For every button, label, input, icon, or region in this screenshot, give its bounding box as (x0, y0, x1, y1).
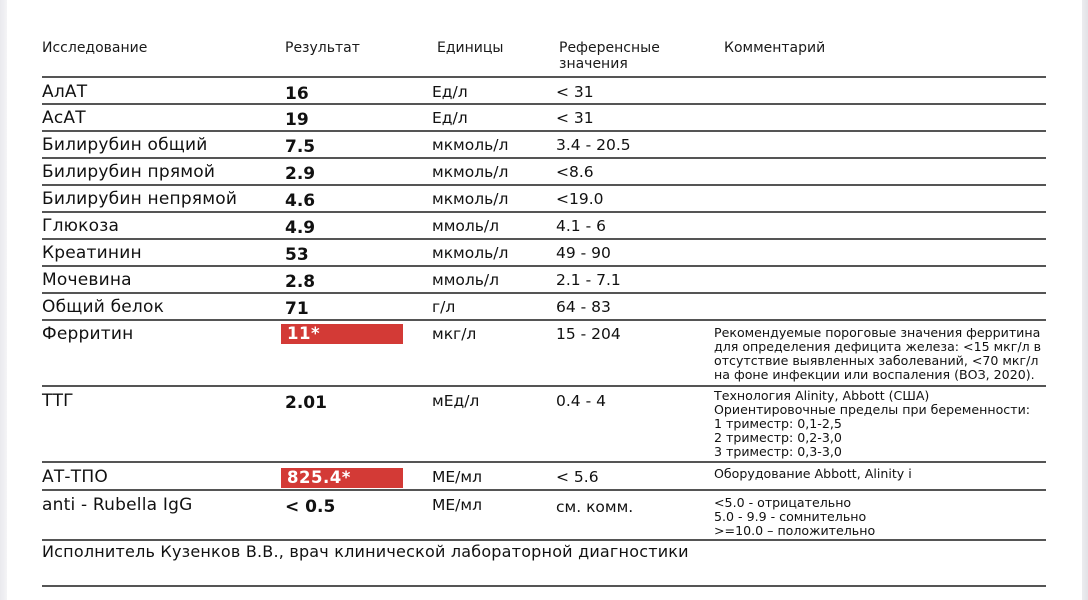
comment (714, 326, 1044, 382)
study-name: Глюкоза (42, 216, 120, 236)
result-value-flagged (285, 467, 403, 489)
result-value: 19 (285, 110, 309, 130)
comment (714, 496, 1044, 538)
reference-range: <8.6 (556, 163, 594, 181)
result-value: < 0.5 (285, 497, 336, 517)
comment (714, 389, 1044, 459)
result-value: 4.9 (285, 218, 316, 238)
divider (42, 211, 1046, 213)
comment (714, 467, 1044, 481)
lab-results-document (42, 0, 1046, 600)
units: ммоль/л (432, 217, 500, 235)
units: мкмоль/л (432, 244, 509, 262)
units: Ед/л (432, 83, 468, 101)
study-name: ТТГ (42, 391, 74, 411)
divider (42, 292, 1046, 294)
header-units: Единицы (437, 40, 504, 56)
header-reference (559, 40, 660, 72)
header-reference-line1: Референсные (559, 40, 660, 56)
divider (42, 385, 1046, 387)
comment-line: Оборудование Abbott, Alinity i (714, 466, 912, 481)
study-name: АсАТ (42, 108, 86, 128)
page-edge-left (0, 0, 7, 600)
divider (42, 76, 1046, 78)
study-name: Общий белок (42, 297, 165, 317)
result-value: 7.5 (285, 137, 316, 157)
divider (42, 184, 1046, 186)
comment-line: >=10.0 – положительно (714, 523, 876, 538)
reference-range: см. комм. (556, 498, 634, 516)
reference-range: 15 - 204 (556, 325, 621, 343)
units: г/л (432, 298, 456, 316)
header-result: Результат (285, 40, 360, 56)
units: мкг/л (432, 325, 477, 343)
study-name: Мочевина (42, 270, 132, 290)
study-name: Креатинин (42, 243, 142, 263)
reference-range: 3.4 - 20.5 (556, 136, 631, 154)
reference-range: 2.1 - 7.1 (556, 271, 621, 289)
units: мкмоль/л (432, 136, 509, 154)
divider (42, 103, 1046, 105)
comment-line: 2 триместр: 0,2-3,0 (714, 430, 842, 445)
divider (42, 130, 1046, 132)
divider (42, 461, 1046, 463)
study-name: Ферритин (42, 324, 134, 344)
comment-line: на фоне инфекции или воспаления (ВОЗ, 2020). (714, 367, 1035, 382)
performer-signature: Исполнитель Кузенков В.В., врач клинической лабораторной диагностики (42, 542, 689, 561)
result-value: 2.8 (285, 272, 316, 292)
units: мкмоль/л (432, 190, 509, 208)
units: МЕ/мл (432, 496, 482, 514)
units: Ед/л (432, 109, 468, 127)
study-name: Билирубин общий (42, 135, 208, 155)
result-value-flagged (285, 323, 403, 345)
reference-range: 64 - 83 (556, 298, 611, 316)
reference-range: 4.1 - 6 (556, 217, 606, 235)
abnormal-result-badge: 825.4* (281, 468, 403, 488)
units: мЕд/л (432, 392, 480, 410)
reference-range: < 5.6 (556, 468, 599, 486)
study-name: АлАТ (42, 82, 88, 102)
study-name: Билирубин непрямой (42, 189, 238, 209)
divider (42, 489, 1046, 491)
header-comment: Комментарий (724, 40, 826, 56)
result-value: 2.01 (285, 393, 327, 413)
reference-range: < 31 (556, 83, 594, 101)
comment-line: Ориентировочные пределы при беременности: (714, 402, 1030, 417)
study-name: АТ-ТПО (42, 467, 108, 487)
abnormal-result-badge: 11* (281, 324, 403, 344)
header-reference-line2: значения (559, 56, 628, 72)
units: ммоль/л (432, 271, 500, 289)
page-edge-right (1082, 0, 1088, 600)
divider (42, 157, 1046, 159)
units: МЕ/мл (432, 468, 482, 486)
comment-line: 5.0 - 9.9 - сомнительно (714, 509, 867, 524)
result-value: 16 (285, 84, 309, 104)
reference-range: 49 - 90 (556, 244, 611, 262)
divider (42, 585, 1046, 587)
comment-line: <5.0 - отрицательно (714, 495, 852, 510)
header-study: Исследование (42, 40, 148, 56)
divider (42, 238, 1046, 240)
reference-range: <19.0 (556, 190, 604, 208)
units: мкмоль/л (432, 163, 509, 181)
study-name: anti - Rubella IgG (42, 495, 193, 515)
result-value: 53 (285, 245, 309, 265)
result-value: 2.9 (285, 164, 316, 184)
divider (42, 265, 1046, 267)
result-value: 4.6 (285, 191, 316, 211)
reference-range: < 31 (556, 109, 594, 127)
divider (42, 319, 1046, 321)
study-name: Билирубин прямой (42, 162, 216, 182)
comment-line: Рекомендуемые пороговые значения ферритина (714, 325, 1041, 340)
comment-line: 3 триместр: 0,3-3,0 (714, 444, 842, 459)
divider (42, 539, 1046, 541)
comment-line: Технология Alinity, Abbott (США) (714, 388, 930, 403)
reference-range: 0.4 - 4 (556, 392, 606, 410)
comment-line: отсутствие выявленных заболеваний, <70 мкг/л (714, 353, 1039, 368)
result-value: 71 (285, 299, 309, 319)
comment-line: 1 триместр: 0,1-2,5 (714, 416, 842, 431)
comment-line: для определения дефицита железа: <15 мкг/л в (714, 339, 1042, 354)
